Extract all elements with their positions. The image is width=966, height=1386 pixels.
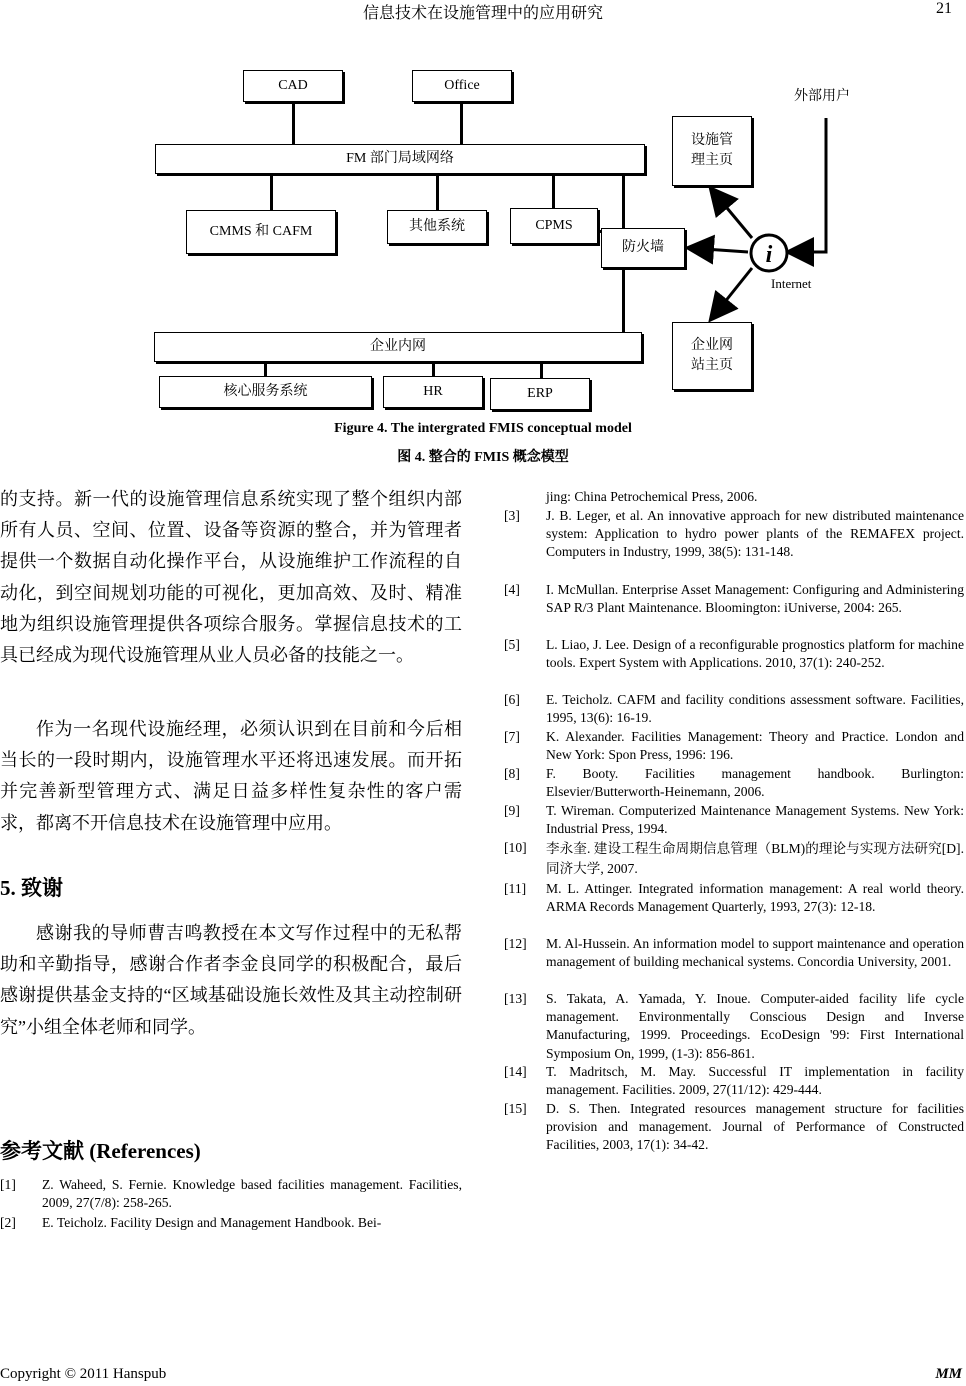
- running-header-title: 信息技术在设施管理中的应用研究: [362, 5, 603, 22]
- reference-number: [1]: [0, 1177, 16, 1192]
- footer-copyright: Copyright © 2011 Hanspub: [0, 1366, 167, 1382]
- cmms-box: CMMS 和 CAFM: [186, 210, 336, 254]
- reference-item: [504, 990, 964, 1064]
- reference-item: [504, 488, 964, 508]
- facility-home-box: 设施管 理主页: [672, 116, 752, 186]
- reference-item: [0, 1176, 462, 1214]
- reference-number: [9]: [504, 803, 520, 818]
- reference-item: [504, 802, 964, 840]
- arrow-internet-firewall: [690, 248, 748, 252]
- firewall-box: 防火墙: [601, 228, 685, 268]
- svg-text:i: i: [765, 242, 773, 268]
- external-users-label: 外部用户: [794, 89, 850, 104]
- reference-item: [504, 581, 964, 637]
- arrow-internet-facility-home: [712, 190, 752, 238]
- reference-item: [0, 1214, 462, 1234]
- reference-number: [2]: [0, 1215, 16, 1230]
- cad-box: CAD: [243, 70, 343, 102]
- reference-text: S. Takata, A. Yamada, Y. Inoue. Computer-aided facility life cycle management. Environmentally Conscious Design and Inverse Manufacturing, 1999. Proceedings. EcoDesign '99: First International Symposium On, 1999, (1-3): 856-861.: [546, 991, 964, 1061]
- reference-text: F. Booty. Facilities management handbook. Burlington: Elsevier/Butterworth-Heinemann, 2006.: [546, 766, 964, 800]
- reference-number: [4]: [504, 582, 520, 597]
- reference-number: [15]: [504, 1101, 527, 1116]
- intranet-bar: 企业内网: [154, 332, 642, 362]
- cpms-box: CPMS: [510, 208, 598, 244]
- arrow-internet-enterprise-home: [712, 268, 752, 318]
- reference-number: [8]: [504, 766, 520, 781]
- reference-number: [6]: [504, 692, 520, 707]
- reference-number: [7]: [504, 729, 520, 744]
- figure-caption-zh: 图 4. 整合的 FMIS 概念模型: [397, 450, 569, 465]
- reference-item: [504, 1100, 964, 1156]
- reference-text: L. Liao, J. Lee. Design of a reconfigurable prognostics platform for machine tools. Expert System with Applications. 2010, 37(1): 240-252.: [546, 637, 964, 671]
- section-heading-acknowledgement: 5. 致谢: [0, 876, 63, 900]
- reference-item: [504, 935, 964, 991]
- reference-number: [12]: [504, 936, 527, 951]
- reference-item: [504, 839, 964, 881]
- reference-item: [504, 728, 964, 766]
- reference-text: T. Madritsch, M. May. Successful IT implementation in facility management. Facilities. 2009, 27(11/12): 429-444.: [546, 1064, 964, 1098]
- reference-text: 李永奎. 建设工程生命周期信息管理（BLM)的理论与实现方法研究[D]. 同济大学, 2007.: [546, 841, 964, 876]
- hr-box: HR: [383, 376, 483, 408]
- enterprise-home-box: 企业网 站主页: [672, 322, 752, 390]
- reference-text: Z. Waheed, S. Fernie. Knowledge based facilities management. Facilities, 2009, 27(7/8): 258-265.: [42, 1177, 462, 1211]
- office-box: Office: [412, 70, 512, 102]
- reference-number: [14]: [504, 1064, 527, 1079]
- reference-item: [504, 1063, 964, 1101]
- reference-number: [5]: [504, 637, 520, 652]
- body-paragraph-2: 作为一名现代设施经理，必须认识到在目前和今后相当长的一段时期内，设施管理水平还将迅速发展。而开拓并完善新型管理方式、满足日益多样性复杂性的客户需求，都离不开信息技术在设施管理中应用。: [0, 719, 462, 833]
- references-heading: 参考文献 (References): [0, 1139, 201, 1163]
- reference-text: J. B. Leger, et al. An innovative approach for new distributed maintenance system: Application to hydro power plants of the REMAFEX project. Computers in Industry, 1999, 38(5): 131-148.: [546, 508, 964, 560]
- reference-text: M. L. Attinger. Integrated information management: A real world theory. ARMA Records Management Quarterly, 1993, 27(3): 12-18.: [546, 881, 964, 915]
- reference-number: [13]: [504, 991, 527, 1006]
- other-systems-box: 其他系统: [387, 210, 487, 244]
- reference-item: [504, 880, 964, 936]
- info-icon: [751, 235, 787, 271]
- footer-journal: MM: [935, 1366, 962, 1382]
- reference-number: [3]: [504, 508, 520, 523]
- core-services-box: 核心服务系统: [159, 376, 372, 408]
- reference-item: [504, 636, 964, 692]
- fm-lan-bar: FM 部门局域网络: [155, 144, 645, 174]
- reference-item: [504, 691, 964, 729]
- figure-caption-en: Figure 4. The intergrated FMIS conceptual model: [334, 421, 632, 436]
- reference-item: [504, 765, 964, 803]
- reference-text: M. Al-Hussein. An information model to support maintenance and operation management of building mechanical systems. Concordia University, 2001.: [546, 936, 964, 970]
- internet-label: Internet: [771, 276, 812, 291]
- body-paragraph-1: 的支持。新一代的设施管理信息系统实现了整个组织内部所有人员、空间、位置、设备等资源的整合，并为管理者提供一个数据自动化操作平台，从设施维护工作流程的自动化，到空间规划功能的可视化，更加高效、及时、精准地为组织设施管理提供各项综合服务。掌握信息技术的工具已经成为现代设施管理从业人员必备的技能之一。: [0, 489, 462, 666]
- reference-text: E. Teicholz. CAFM and facility conditions assessment software. Facilities, 1995, 13(6): 16-19.: [546, 692, 964, 726]
- reference-item: [504, 507, 964, 581]
- arrow-external-internet: [790, 118, 826, 252]
- page-number: 21: [936, 0, 952, 17]
- reference-number: [11]: [504, 881, 527, 896]
- reference-number: [10]: [504, 840, 527, 855]
- reference-text: T. Wireman. Computerized Maintenance Management Systems. New York: Industrial Press, 1994.: [546, 803, 964, 837]
- reference-text: I. McMullan. Enterprise Asset Management: Configuring and Administering SAP R/3 Plant Maintenance. Bloomington: iUniverse, 2004: 265.: [546, 582, 964, 616]
- reference-text: K. Alexander. Facilities Management: Theory and Practice. London and New York: Spon Press, 1996: 196.: [546, 729, 964, 763]
- body-paragraph-3: 感谢我的导师曹吉鸣教授在本文写作过程中的无私帮助和辛勤指导，感谢合作者李金良同学的积极配合，最后感谢提供基金支持的“区域基础设施长效性及其主动控制研究”小组全体老师和同学。: [0, 923, 462, 1037]
- erp-box: ERP: [490, 378, 590, 410]
- reference-text: jing: China Petrochemical Press, 2006.: [546, 489, 758, 504]
- reference-text: D. S. Then. Integrated resources management structure for facilities provision and management. Journal of Performance of Constructed Facilities, 2003, 17(1): 34-42.: [546, 1101, 964, 1153]
- reference-text: E. Teicholz. Facility Design and Management Handbook. Bei-: [42, 1215, 382, 1230]
